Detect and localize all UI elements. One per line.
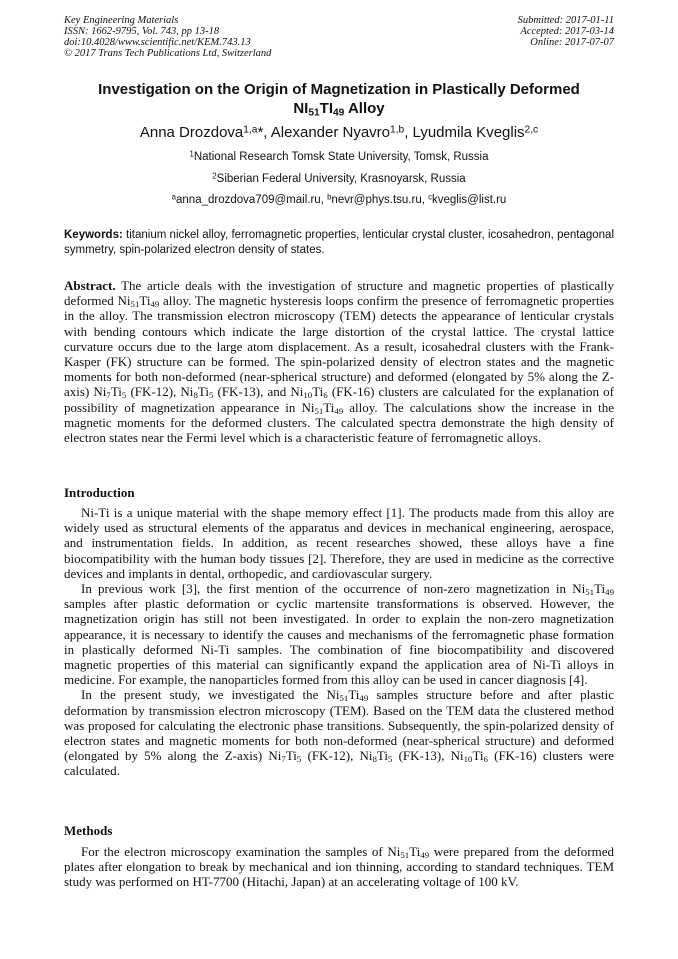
keywords-label: Keywords: — [64, 229, 123, 241]
paragraph-text: In the present study, we investigated the Ni — [81, 687, 340, 703]
paragraph-text: Ti — [472, 748, 484, 764]
author-separator: , — [404, 124, 413, 141]
author-name: Alexander Nyavro — [270, 124, 391, 141]
abstract-text: (FK-12), Ni — [126, 384, 194, 400]
abstract — [64, 278, 614, 445]
journal-doi: doi:10.4028/www.scientific.net/KEM.743.13 — [64, 37, 251, 48]
abstract-text: Ti — [110, 384, 122, 400]
email-link[interactable]: nevr@phys.tsu.ru, — [331, 194, 429, 206]
title-line-1: Investigation on the Origin of Magnetization in Plastically Deformed — [98, 81, 580, 98]
introduction-body — [64, 505, 614, 779]
paragraph-text: Ti — [376, 748, 389, 764]
abstract-text: Ti — [323, 399, 335, 415]
email-marker: b — [327, 192, 332, 202]
subscript: 10 — [463, 754, 473, 765]
abstract-label: Abstract. — [64, 278, 116, 293]
keywords-text: titanium nickel alloy, ferromagnetic properties, lenticular crystal cluster, icosahedron, pentagonal symmetry, spin-polarized electron density of states. — [64, 229, 614, 256]
affiliation-1 — [64, 150, 614, 164]
author-corresponding-marker: *, — [257, 124, 271, 141]
subscript: 51 — [314, 405, 324, 416]
subscript: 49 — [359, 693, 369, 704]
email-marker: c — [428, 192, 433, 202]
online-date: Online: 2017-07-07 — [530, 37, 614, 48]
abstract-text: alloy. The calculations show the increase in the magnetic moments for the deformed clusters. The calculated spectra demonstrate the high density of electron states near the Fermi level which is a characteristic feature of ferromagnetic alloys. — [64, 399, 614, 446]
author-name: Lyudmila Kveglis — [412, 124, 525, 141]
abstract-text: The article deals with the investigation of structure and magnetic properties of plastically deformed Ni — [64, 278, 614, 309]
subscript: 49 — [420, 850, 430, 861]
methods-heading: Methods — [64, 823, 113, 838]
subscript: 51 — [339, 693, 349, 704]
methods-body — [64, 844, 614, 890]
subscript: 51 — [400, 850, 410, 861]
abstract-text: Ti — [312, 384, 324, 400]
paragraph-text: (FK-12), Ni — [301, 748, 373, 764]
author-emails — [64, 193, 614, 207]
email-link[interactable]: anna_drozdova709@mail.ru, — [176, 194, 328, 206]
author-list — [64, 124, 614, 142]
title-sub-51: 51 — [308, 107, 320, 119]
paragraph-text: (FK-16) clusters were calculated. — [64, 748, 614, 779]
intro-paragraph-3 — [64, 687, 614, 778]
subscript: 5 — [208, 390, 214, 401]
affiliation-2 — [64, 172, 614, 186]
introduction-heading: Introduction — [64, 485, 135, 500]
subscript: 6 — [323, 390, 328, 401]
email-marker: a — [171, 192, 177, 202]
title-alloy-ni: NI — [293, 100, 309, 117]
title-sub-49: 49 — [333, 107, 345, 119]
journal-header-right — [518, 15, 614, 48]
paragraph-text: were prepared from the deformed plates after elongation to break by mechanical and ion thinning, according to standard techniques. TEM study was performed on HT-7700 (Hitachi, Japan) at an accelerating voltage of 100 kV. — [64, 844, 614, 890]
keywords — [64, 228, 614, 258]
paragraph-text: Ti — [409, 844, 421, 859]
paragraph-text: In previous work [3], the first mention of the occurrence of non-zero magnetization in Ni — [81, 581, 586, 597]
methods-paragraph-1 — [64, 844, 614, 890]
abstract-text: Ti — [197, 384, 209, 400]
subscript: 8 — [372, 754, 377, 765]
affil-text: National Research Tomsk State University, Tomsk, Russia — [193, 151, 489, 163]
subscript: 5 — [296, 754, 302, 765]
abstract-text: (FK-13), and Ni — [213, 384, 304, 400]
intro-paragraph-1: Ni-Ti is a unique material with the shape memory effect [1]. The products made from this alloy are widely used as structural elements of the apparatus and devices in mechanical engineering, aerospace, and instrumentation fields. In addition, as recent researches showed, these alloys have a fine biocompatibility with the human body tissues [2]. Therefore, they are used in medicine as the corrective devices and implants in dental, orthopedic, and cardiovascular surgery. — [64, 505, 614, 581]
title-line-2 — [64, 99, 614, 118]
accepted-date: Accepted: 2017-03-14 — [520, 26, 614, 37]
paragraph-text: Ti — [348, 687, 360, 703]
subscript: 6 — [483, 754, 488, 765]
subscript: 10 — [303, 390, 313, 401]
title-alloy-ti: TI — [319, 100, 334, 117]
paragraph-text: (FK-13), Ni — [392, 748, 464, 764]
title-alloy-word: Alloy — [344, 100, 385, 117]
author-affil-marker: 1,a — [243, 124, 258, 136]
abstract-text: alloy. The magnetic hysteresis loops confirm the presence of ferromagnetic properties in the alloy. The transmission electron microscopy (TEM) detects the appearance of lenticular crystals with bending contours which indicate the large distortion of the crystal lattice. The crystal lattice curvature occurs due to the large atom displacement. As a result, icosahedral clusters with the Frank-Kasper (FK) structure can be formed. The spin-polarized density of electron states and the magnetic moments for both non-deformed (near-spherical structure) and deformed (elongated by 5% along the Z-axis) Ni — [64, 293, 614, 400]
abstract-text: Ti — [139, 293, 151, 309]
subscript: 7 — [106, 390, 111, 401]
affil-text: Siberian Federal University, Krasnoyarsk, Russia — [216, 173, 466, 185]
journal-name: Key Engineering Materials — [64, 15, 179, 26]
email-link[interactable]: kveglis@list.ru — [432, 194, 507, 206]
abstract-text: (FK-16) clusters are calculated for the explanation of possibility of magnetization appearance in Ni — [64, 384, 614, 415]
author-affil-marker: 1,b — [390, 124, 405, 136]
paragraph-text: samples after plastic deformation or cyclic martensite transformations is observed. However, the magnetization origin has still not been investigated. In order to explain the non-zero magnetization appearance, it is necessary to identify the causes and mechanisms of the ferromagnetic phase formation in plastically deformed Ni-Ti samples. The combination of fine biocompatibility and discovered magnetic properties of this material can significantly expand the application area of Ni-Ti alloys in medicine. For example, the nanoparticles formed from this alloy can be used in cancer diagnosis [4]. — [64, 596, 614, 688]
journal-header-left — [64, 15, 271, 59]
affil-marker: 1 — [189, 149, 194, 159]
subscript: 7 — [281, 754, 286, 765]
paragraph-text: samples structure before and after plastic deformation by transmission electron microscopy (TEM). Based on the TEM data the clustered method was proposed for calculating the electronic phase transitions. Subsequently, the spin-polarized density of electron states and magnetic moments for both non-deformed (near-spherical structure) and deformed (elongated by 5% along the Z-axis) Ni — [64, 687, 615, 764]
author-affil-marker: 2,c — [524, 124, 539, 136]
subscript: 51 — [130, 299, 140, 310]
intro-paragraph-2 — [64, 581, 614, 687]
paragraph-text: Ti — [594, 581, 606, 597]
subscript: 49 — [605, 587, 614, 598]
subscript: 49 — [150, 299, 160, 310]
subscript: 51 — [585, 587, 595, 598]
subscript: 49 — [334, 405, 344, 416]
journal-issn: ISSN: 1662-9795, Vol. 743, pp 13-18 — [64, 26, 220, 37]
affil-marker: 2 — [212, 171, 217, 181]
subscript: 8 — [193, 390, 198, 401]
paragraph-text: For the electron microscopy examination the samples of Ni — [81, 844, 401, 859]
submitted-date: Submitted: 2017-01-11 — [517, 15, 614, 26]
subscript: 5 — [388, 754, 393, 765]
paper-title — [64, 80, 614, 118]
subscript: 5 — [121, 390, 127, 401]
paragraph-text: Ti — [285, 748, 297, 764]
journal-copyright: © 2017 Trans Tech Publications Ltd, Switzerland — [64, 48, 272, 59]
author-name: Anna Drozdova — [139, 124, 244, 141]
